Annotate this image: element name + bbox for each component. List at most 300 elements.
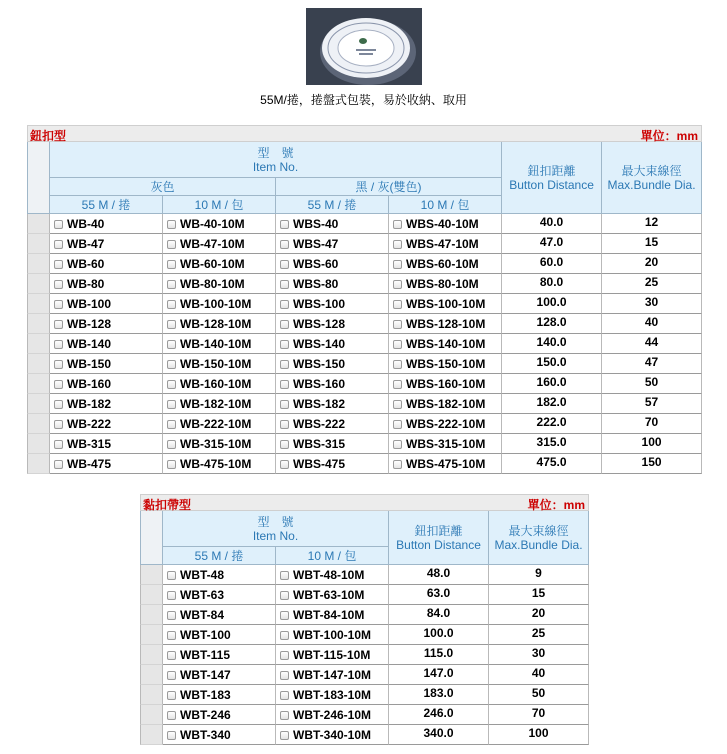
button-distance	[502, 414, 602, 434]
checkbox[interactable]	[167, 440, 176, 449]
button-distance	[389, 725, 489, 745]
max-bundle-dia	[489, 725, 589, 745]
item-black-55m-label: WBS-100	[293, 296, 346, 311]
item-black-55m[interactable]	[276, 454, 389, 474]
checkbox[interactable]	[280, 220, 289, 229]
checkbox[interactable]	[393, 300, 402, 309]
item-gray-10m[interactable]	[163, 274, 276, 294]
item-gray-55m[interactable]	[50, 434, 163, 454]
item-gray-55m[interactable]	[50, 354, 163, 374]
header-col-55m: 55 M / 捲	[163, 547, 276, 565]
item-gray-55m-label: WB-315	[67, 436, 112, 451]
max-bundle-dia	[602, 394, 702, 414]
checkbox[interactable]	[393, 260, 402, 269]
item-black-55m-label: WBS-475	[293, 456, 346, 471]
item-55m-label: WBT-100	[180, 627, 231, 642]
checkbox[interactable]	[167, 260, 176, 269]
button-distance-label: 182.0	[536, 394, 567, 409]
item-gray-55m-label: WB-182	[67, 396, 112, 411]
item-gray-10m[interactable]	[163, 234, 276, 254]
checkbox[interactable]	[54, 220, 63, 229]
checkbox[interactable]	[167, 380, 176, 389]
row-lead	[27, 334, 50, 354]
table-row	[27, 434, 702, 454]
button-distance	[389, 665, 489, 685]
item-black-10m[interactable]	[389, 454, 502, 474]
max-bundle-dia-label: 25	[644, 274, 659, 289]
checkbox[interactable]	[54, 280, 63, 289]
item-gray-55m[interactable]	[50, 314, 163, 334]
item-55m[interactable]	[163, 685, 276, 705]
checkbox[interactable]	[54, 320, 63, 329]
checkbox[interactable]	[393, 240, 402, 249]
item-gray-10m-label: WB-60-10M	[180, 256, 245, 271]
checkbox[interactable]	[54, 240, 63, 249]
checkbox[interactable]	[280, 260, 289, 269]
max-bundle-dia	[489, 705, 589, 725]
header-distance-en: Button Distance	[509, 177, 594, 192]
item-black-55m-label: WBS-315	[293, 436, 346, 451]
checkbox[interactable]	[280, 360, 289, 369]
checkbox[interactable]	[393, 400, 402, 409]
button-distance	[502, 294, 602, 314]
item-gray-10m[interactable]	[163, 354, 276, 374]
item-10m[interactable]	[276, 705, 389, 725]
checkbox[interactable]	[280, 651, 289, 660]
item-55m-label: WBT-48	[180, 567, 225, 582]
item-black-10m[interactable]	[389, 414, 502, 434]
item-55m-label: WBT-63	[180, 587, 225, 602]
section-title-bar	[27, 125, 702, 142]
checkbox[interactable]	[167, 711, 176, 720]
item-gray-55m-label: WB-160	[67, 376, 112, 391]
header-bundle-zh: 最大束線徑	[621, 163, 682, 178]
checkbox[interactable]	[167, 420, 176, 429]
row-lead	[140, 705, 163, 725]
header-model-zh: 型 號	[257, 514, 294, 529]
max-bundle-dia	[602, 314, 702, 334]
item-55m[interactable]	[163, 705, 276, 725]
item-gray-10m[interactable]	[163, 254, 276, 274]
checkbox[interactable]	[393, 220, 402, 229]
row-lead	[27, 214, 50, 234]
button-distance-label: 183.0	[423, 685, 454, 700]
checkbox[interactable]	[393, 320, 402, 329]
checkbox[interactable]	[393, 380, 402, 389]
button-distance-label: 115.0	[423, 645, 454, 660]
checkbox[interactable]	[393, 340, 402, 349]
max-bundle-dia-label: 25	[531, 625, 546, 640]
checkbox[interactable]	[167, 731, 176, 740]
item-gray-55m-label: WB-80	[67, 276, 105, 291]
item-gray-10m-label: WB-222-10M	[180, 416, 252, 431]
max-bundle-dia	[602, 294, 702, 314]
checkbox[interactable]	[280, 611, 289, 620]
item-black-10m-label: WBS-100-10M	[406, 296, 486, 311]
item-gray-10m[interactable]	[163, 314, 276, 334]
item-10m[interactable]	[276, 565, 389, 585]
table-row	[140, 705, 589, 725]
item-gray-55m[interactable]	[50, 214, 163, 234]
checkbox[interactable]	[280, 711, 289, 720]
max-bundle-dia	[489, 625, 589, 645]
max-bundle-dia	[602, 214, 702, 234]
button-distance-label: 60.0	[539, 254, 564, 269]
button-distance	[502, 234, 602, 254]
button-distance-label: 147.0	[423, 665, 454, 680]
max-bundle-dia	[489, 605, 589, 625]
max-bundle-dia	[602, 434, 702, 454]
item-gray-55m[interactable]	[50, 334, 163, 354]
header-bundle-en: Max.Bundle Dia.	[494, 537, 583, 552]
checkbox[interactable]	[280, 440, 289, 449]
checkbox[interactable]	[167, 631, 176, 640]
button-distance-label: 100.0	[423, 625, 454, 640]
checkbox[interactable]	[167, 651, 176, 660]
checkbox[interactable]	[167, 240, 176, 249]
item-10m[interactable]	[276, 725, 389, 745]
max-bundle-dia-label: 15	[531, 585, 546, 600]
button-distance-label: 315.0	[536, 434, 567, 449]
item-black-55m[interactable]	[276, 354, 389, 374]
item-10m[interactable]	[276, 685, 389, 705]
item-55m-label: WBT-147	[180, 667, 231, 682]
header-group-black: 黑 / 灰(雙色)	[276, 178, 502, 196]
max-bundle-dia	[602, 454, 702, 474]
item-gray-10m[interactable]	[163, 414, 276, 434]
item-gray-10m[interactable]	[163, 394, 276, 414]
item-black-55m[interactable]	[276, 214, 389, 234]
checkbox[interactable]	[167, 571, 176, 580]
table-row	[27, 254, 702, 274]
item-55m[interactable]	[163, 625, 276, 645]
item-gray-55m[interactable]	[50, 454, 163, 474]
item-gray-10m-label: WB-182-10M	[180, 396, 252, 411]
table-row	[140, 585, 589, 605]
item-gray-10m-label: WB-140-10M	[180, 336, 252, 351]
unit-label: 單位：mm	[640, 129, 698, 143]
max-bundle-dia	[602, 374, 702, 394]
checkbox[interactable]	[280, 591, 289, 600]
button-distance	[389, 585, 489, 605]
button-distance-label: 150.0	[536, 354, 567, 369]
row-lead	[27, 234, 50, 254]
item-55m-label: WBT-340	[180, 727, 231, 742]
item-gray-55m[interactable]	[50, 274, 163, 294]
item-black-55m[interactable]	[276, 314, 389, 334]
item-55m[interactable]	[163, 605, 276, 625]
item-black-10m[interactable]	[389, 234, 502, 254]
item-55m[interactable]	[163, 565, 276, 585]
table-row	[27, 234, 702, 254]
checkbox[interactable]	[167, 591, 176, 600]
max-bundle-dia-label: 40	[531, 665, 546, 680]
max-bundle-dia	[489, 565, 589, 585]
header-bundle	[602, 142, 702, 214]
item-gray-55m[interactable]	[50, 234, 163, 254]
item-gray-10m-label: WB-475-10M	[180, 456, 252, 471]
header-blank	[140, 511, 163, 565]
item-55m[interactable]	[163, 585, 276, 605]
checkbox[interactable]	[167, 671, 176, 680]
header-bundle	[489, 511, 589, 565]
table-row	[140, 565, 589, 585]
item-gray-10m[interactable]	[163, 374, 276, 394]
button-distance-label: 475.0	[536, 454, 567, 469]
button-distance	[502, 374, 602, 394]
item-gray-55m[interactable]	[50, 394, 163, 414]
button-distance	[502, 394, 602, 414]
button-distance-label: 80.0	[539, 274, 564, 289]
button-distance	[502, 214, 602, 234]
max-bundle-dia-label: 70	[531, 705, 546, 720]
item-black-10m[interactable]	[389, 274, 502, 294]
checkbox[interactable]	[280, 380, 289, 389]
checkbox[interactable]	[393, 440, 402, 449]
header-distance-zh: 鈕扣距離	[527, 163, 576, 178]
item-gray-55m-label: WB-150	[67, 356, 112, 371]
item-black-10m-label: WBS-160-10M	[406, 376, 486, 391]
button-distance-label: 246.0	[423, 705, 454, 720]
header-col-55m-2: 55 M / 捲	[276, 196, 389, 214]
header-col-10m: 10 M / 包	[276, 547, 389, 565]
item-10m[interactable]	[276, 645, 389, 665]
item-black-55m[interactable]	[276, 374, 389, 394]
item-gray-10m-label: WB-40-10M	[180, 216, 245, 231]
row-lead	[27, 454, 50, 474]
item-black-10m-label: WBS-40-10M	[406, 216, 479, 231]
table-row	[140, 685, 589, 705]
item-black-10m-label: WBS-475-10M	[406, 456, 486, 471]
item-black-55m-label: WBS-160	[293, 376, 346, 391]
item-gray-55m[interactable]	[50, 294, 163, 314]
button-distance-label: 128.0	[536, 314, 567, 329]
item-gray-55m-label: WB-60	[67, 256, 105, 271]
checkbox[interactable]	[54, 420, 63, 429]
item-gray-10m[interactable]	[163, 294, 276, 314]
checkbox[interactable]	[167, 691, 176, 700]
item-10m[interactable]	[276, 665, 389, 685]
button-distance	[502, 254, 602, 274]
checkbox[interactable]	[167, 220, 176, 229]
table-row	[27, 354, 702, 374]
button-distance	[389, 685, 489, 705]
header-blank	[27, 142, 50, 214]
button-distance	[389, 605, 489, 625]
max-bundle-dia	[602, 414, 702, 434]
checkbox[interactable]	[280, 340, 289, 349]
tape-type-table	[140, 511, 589, 745]
checkbox[interactable]	[280, 300, 289, 309]
item-gray-10m-label: WB-100-10M	[180, 296, 252, 311]
row-lead	[140, 565, 163, 585]
item-gray-55m[interactable]	[50, 374, 163, 394]
table-row	[140, 625, 589, 645]
checkbox[interactable]	[280, 631, 289, 640]
checkbox[interactable]	[54, 400, 63, 409]
checkbox[interactable]	[167, 280, 176, 289]
checkbox[interactable]	[54, 360, 63, 369]
item-black-55m-label: WBS-60	[293, 256, 339, 271]
item-gray-55m[interactable]	[50, 414, 163, 434]
item-black-55m-label: WBS-150	[293, 356, 346, 371]
item-55m[interactable]	[163, 665, 276, 685]
checkbox[interactable]	[280, 420, 289, 429]
item-10m[interactable]	[276, 605, 389, 625]
row-lead	[27, 394, 50, 414]
row-lead	[27, 294, 50, 314]
item-black-55m-label: WBS-47	[293, 236, 339, 251]
max-bundle-dia	[489, 585, 589, 605]
cable-tie-reel-image	[306, 8, 422, 85]
item-55m[interactable]	[163, 725, 276, 745]
checkbox[interactable]	[167, 400, 176, 409]
checkbox[interactable]	[280, 240, 289, 249]
item-black-55m-label: WBS-80	[293, 276, 339, 291]
item-gray-55m-label: WB-40	[67, 216, 105, 231]
checkbox[interactable]	[280, 280, 289, 289]
section-title: 黏扣帶型	[143, 498, 192, 512]
checkbox[interactable]	[393, 280, 402, 289]
row-lead	[140, 625, 163, 645]
unit-label: 單位：mm	[527, 498, 585, 512]
checkbox[interactable]	[167, 320, 176, 329]
checkbox[interactable]	[54, 460, 63, 469]
item-10m[interactable]	[276, 625, 389, 645]
button-distance-label: 84.0	[426, 605, 451, 620]
button-distance-label: 160.0	[536, 374, 567, 389]
item-black-55m[interactable]	[276, 434, 389, 454]
table-row	[27, 214, 702, 234]
checkbox[interactable]	[167, 300, 176, 309]
checkbox[interactable]	[280, 460, 289, 469]
max-bundle-dia	[602, 274, 702, 294]
item-10m[interactable]	[276, 585, 389, 605]
checkbox[interactable]	[280, 731, 289, 740]
item-black-55m-label: WBS-128	[293, 316, 346, 331]
max-bundle-dia	[602, 354, 702, 374]
item-black-10m[interactable]	[389, 354, 502, 374]
header-model-en: Item No.	[252, 528, 299, 543]
max-bundle-dia-label: 40	[644, 314, 659, 329]
item-black-55m[interactable]	[276, 414, 389, 434]
button-distance-label: 48.0	[426, 565, 451, 580]
item-10m-label: WBT-115-10M	[293, 647, 371, 662]
checkbox[interactable]	[393, 460, 402, 469]
checkbox[interactable]	[167, 460, 176, 469]
header-bundle-en: Max.Bundle Dia.	[607, 177, 696, 192]
item-black-55m[interactable]	[276, 234, 389, 254]
item-black-10m-label: WBS-222-10M	[406, 416, 486, 431]
image-caption: 55M/捲，捲盤式包裝，易於收納、取用	[260, 93, 467, 107]
item-gray-10m-label: WB-128-10M	[180, 316, 252, 331]
max-bundle-dia-label: 50	[644, 374, 659, 389]
button-distance	[389, 705, 489, 725]
header-col-10m-2: 10 M / 包	[389, 196, 502, 214]
checkbox[interactable]	[54, 340, 63, 349]
item-black-55m-label: WBS-182	[293, 396, 346, 411]
checkbox[interactable]	[393, 360, 402, 369]
item-black-55m[interactable]	[276, 254, 389, 274]
item-black-10m[interactable]	[389, 374, 502, 394]
checkbox[interactable]	[280, 691, 289, 700]
max-bundle-dia-label: 30	[644, 294, 659, 309]
header-model-zh: 型 號	[257, 145, 294, 160]
button-distance-label: 222.0	[536, 414, 567, 429]
button-distance	[389, 565, 489, 585]
checkbox[interactable]	[167, 360, 176, 369]
header-group-gray: 灰色	[50, 178, 276, 196]
button-distance	[389, 645, 489, 665]
item-gray-10m-label: WB-150-10M	[180, 356, 252, 371]
checkbox[interactable]	[393, 420, 402, 429]
row-lead	[140, 665, 163, 685]
checkbox[interactable]	[280, 671, 289, 680]
item-black-10m[interactable]	[389, 294, 502, 314]
item-black-10m[interactable]	[389, 434, 502, 454]
item-black-55m-label: WBS-40	[293, 216, 339, 231]
item-10m-label: WBT-183-10M	[293, 687, 372, 702]
checkbox[interactable]	[280, 400, 289, 409]
checkbox[interactable]	[167, 611, 176, 620]
item-black-55m[interactable]	[276, 294, 389, 314]
item-black-10m-label: WBS-60-10M	[406, 256, 479, 271]
max-bundle-dia-label: 150	[641, 454, 662, 469]
max-bundle-dia-label: 15	[644, 234, 659, 249]
header-bundle-zh: 最大束線徑	[508, 523, 569, 538]
item-black-10m-label: WBS-128-10M	[406, 316, 486, 331]
checkbox[interactable]	[54, 260, 63, 269]
button-distance	[502, 274, 602, 294]
item-gray-10m[interactable]	[163, 454, 276, 474]
max-bundle-dia-label: 9	[535, 565, 542, 580]
row-lead	[27, 434, 50, 454]
item-black-10m[interactable]	[389, 334, 502, 354]
max-bundle-dia-label: 100	[641, 434, 662, 449]
checkbox[interactable]	[167, 340, 176, 349]
checkbox[interactable]	[54, 440, 63, 449]
item-black-10m[interactable]	[389, 214, 502, 234]
checkbox[interactable]	[280, 571, 289, 580]
item-gray-10m-label: WB-160-10M	[180, 376, 252, 391]
item-black-55m[interactable]	[276, 334, 389, 354]
item-55m[interactable]	[163, 645, 276, 665]
max-bundle-dia	[489, 665, 589, 685]
item-gray-55m[interactable]	[50, 254, 163, 274]
table-row	[140, 605, 589, 625]
item-10m-label: WBT-84-10M	[293, 607, 365, 622]
button-distance	[502, 334, 602, 354]
item-black-55m[interactable]	[276, 394, 389, 414]
checkbox[interactable]	[54, 380, 63, 389]
item-gray-10m[interactable]	[163, 434, 276, 454]
item-black-10m[interactable]	[389, 314, 502, 334]
item-gray-10m-label: WB-315-10M	[180, 436, 252, 451]
checkbox[interactable]	[54, 300, 63, 309]
item-black-10m[interactable]	[389, 394, 502, 414]
item-gray-10m[interactable]	[163, 214, 276, 234]
button-distance	[502, 454, 602, 474]
row-lead	[27, 374, 50, 394]
row-lead	[27, 314, 50, 334]
item-gray-55m-label: WB-128	[67, 316, 112, 331]
checkbox[interactable]	[280, 320, 289, 329]
item-black-55m[interactable]	[276, 274, 389, 294]
item-gray-10m[interactable]	[163, 334, 276, 354]
button-distance	[502, 314, 602, 334]
item-black-10m-label: WBS-80-10M	[406, 276, 479, 291]
item-black-10m[interactable]	[389, 254, 502, 274]
